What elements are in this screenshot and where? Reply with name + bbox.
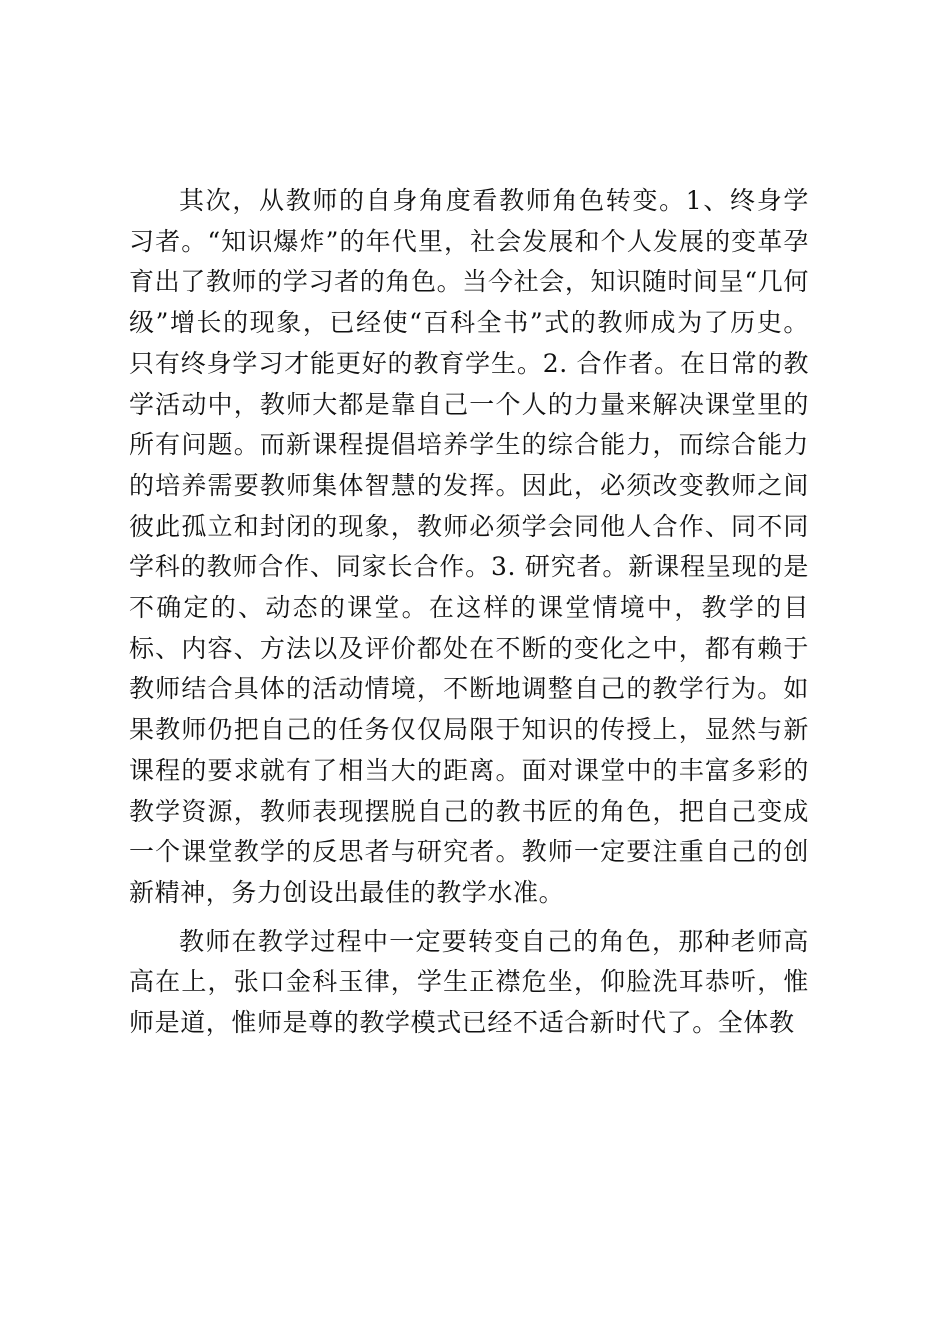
document-body	[129, 181, 809, 1044]
paragraph-teacher-role-change: 其次，从教师的自身角度看教师角色转变。1、终身学习者。“知识爆炸”的年代里，社会发展和个人发展的变革孕育出了教师的学习者的角色。当今社会，知识随时间呈“几何级”增长的现象，已经使“百科全书”式的教师成为了历史。只有终身学习才能更好的教育学生。2. 合作者。在日常的教学活动中，教师大都是靠自己一个人的力量来解决课堂里的所有问题。而新课程提倡培养学生的综合能力，而综合能力的培养需要教师集体智慧的发挥。因此，必须改变教师之间彼此孤立和封闭的现象，教师必须学会同他人合作、同不同学科的教师合作、同家长合作。3. 研究者。新课程呈现的是不确定的、动态的课堂。在这样的课堂情境中，教学的目标、内容、方法以及评价都处在不断的变化之中，都有赖于教师结合具体的活动情境，不断地调整自己的教学行为。如果教师仍把自己的任务仅仅局限于知识的传授上，显然与新课程的要求就有了相当大的距离。面对课堂中的丰富多彩的教学资源，教师表现摆脱自己的教书匠的角色，把自己变成一个课堂教学的反思者与研究者。教师一定要注重自己的创新精神，务力创设出最佳的教学水准。	[129, 186, 809, 907]
paragraph-teaching-process: 教师在教学过程中一定要转变自己的角色，那种老师高高在上，张口金科玉律，学生正襟危坐，仰脸洗耳恭听，惟师是道，惟师是尊的教学模式已经不适合新时代了。全体教	[129, 926, 809, 1038]
